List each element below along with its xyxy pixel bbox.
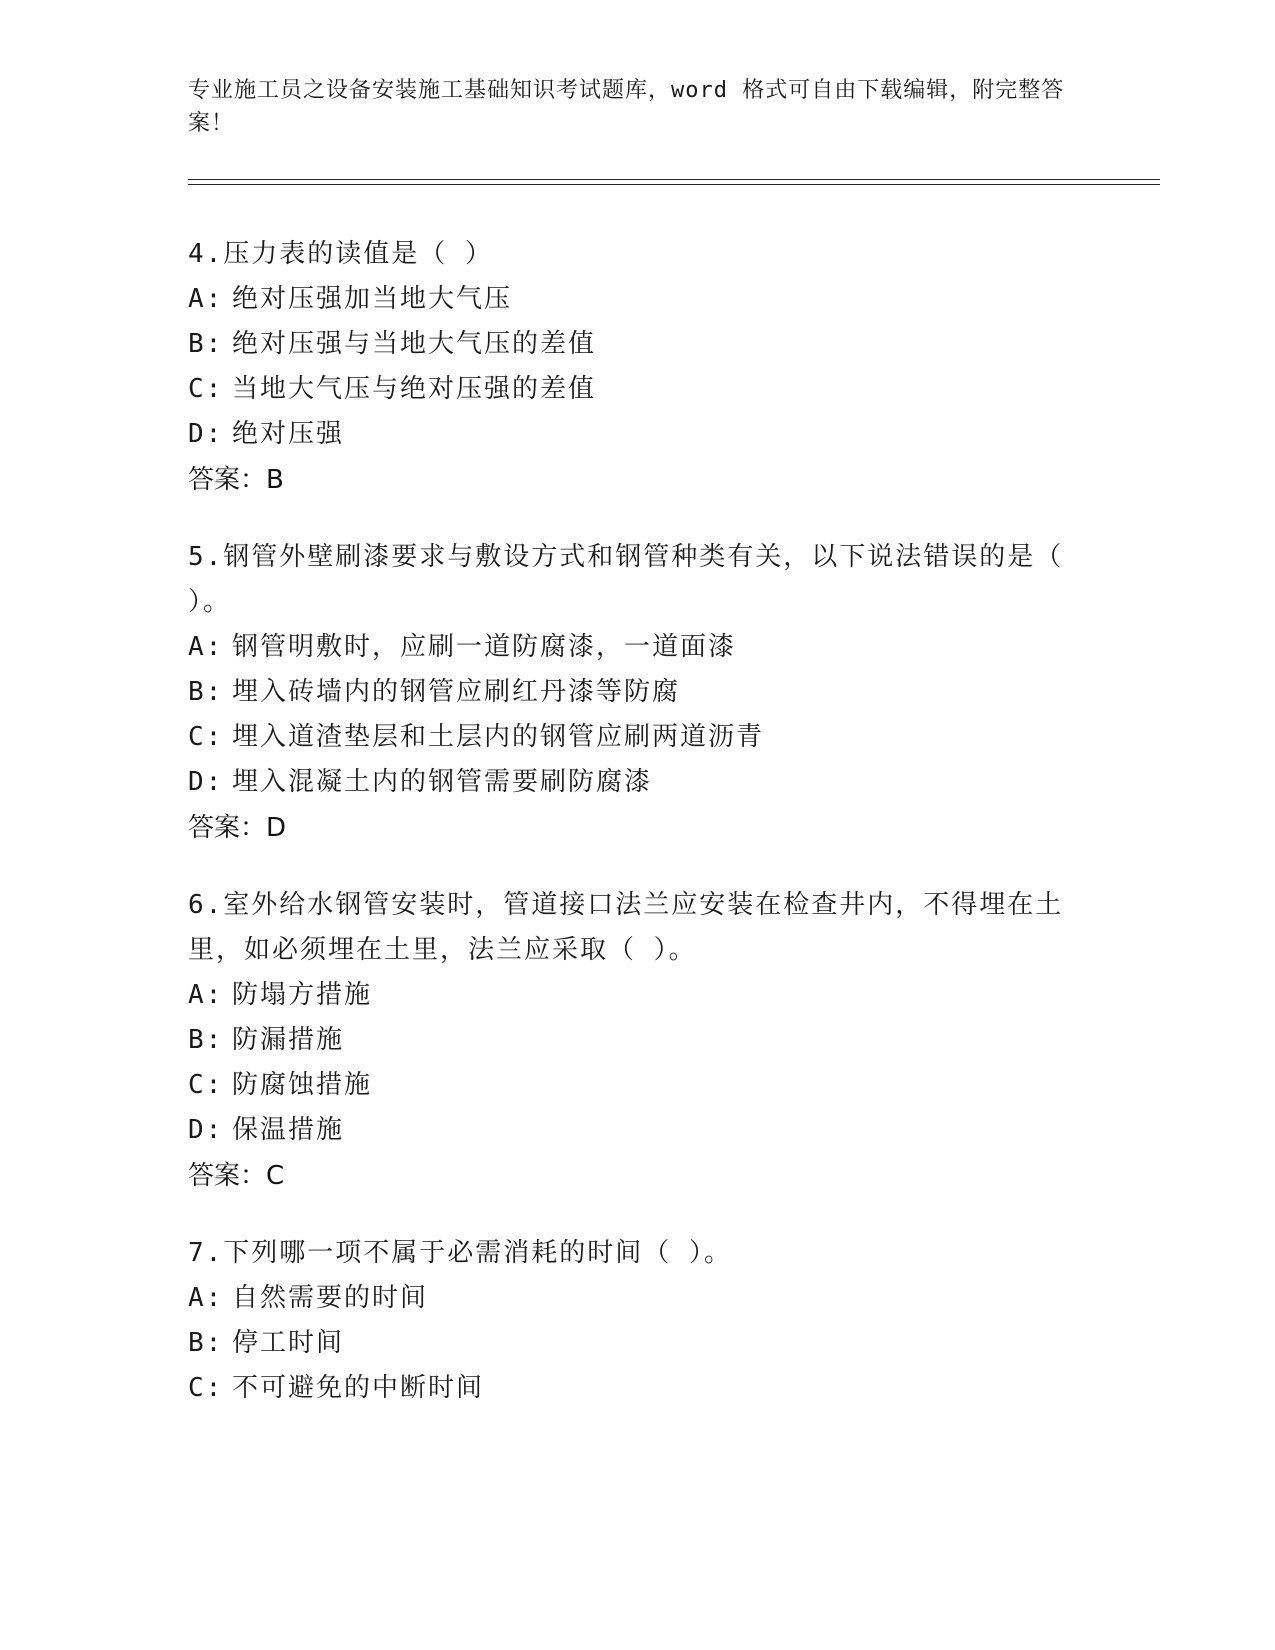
- option-key: C:: [188, 1373, 224, 1403]
- option-text: 埋入砖墙内的钢管应刷红丹漆等防腐: [232, 677, 681, 707]
- option-key: D:: [188, 1115, 224, 1145]
- option-text: 埋入道渣垫层和土层内的钢管应刷两道沥青: [232, 722, 765, 752]
- option-key: B:: [188, 677, 224, 707]
- answer-option: [188, 973, 1088, 1018]
- option-text: 钢管明敷时，应刷一道防腐漆，一道面漆: [232, 632, 737, 662]
- option-text: 防腐蚀措施: [232, 1070, 373, 1100]
- answer-option: [188, 715, 1088, 760]
- option-text: 自然需要的时间: [232, 1283, 429, 1313]
- option-key: D:: [188, 419, 224, 449]
- answer-line: 答案：D: [188, 813, 287, 843]
- option-text: 绝对压强: [232, 419, 345, 449]
- question-block: [188, 883, 1088, 1199]
- option-key: A:: [188, 284, 224, 314]
- answer-option: [188, 1063, 1088, 1108]
- answer-option: [188, 367, 1088, 412]
- option-key: B:: [188, 1328, 224, 1358]
- answer-option: [188, 760, 1088, 805]
- option-text: 绝对压强与当地大气压的差值: [232, 329, 597, 359]
- question-block: [188, 535, 1088, 851]
- question-stem: 4.压力表的读值是（ ）: [188, 239, 493, 269]
- option-text: 绝对压强加当地大气压: [232, 284, 513, 314]
- question-list: [188, 232, 1088, 1443]
- option-key: C:: [188, 1070, 224, 1100]
- option-text: 防漏措施: [232, 1025, 345, 1055]
- question-stem: 5.钢管外壁刷漆要求与敷设方式和钢管种类有关，以下说法错误的是（ ）。: [188, 542, 1064, 617]
- option-key: B:: [188, 329, 224, 359]
- option-key: A:: [188, 1283, 224, 1313]
- question-block: [188, 232, 1088, 503]
- answer-option: [188, 1018, 1088, 1063]
- answer-option: [188, 277, 1088, 322]
- option-key: B:: [188, 1025, 224, 1055]
- answer-line: 答案：B: [188, 465, 284, 495]
- question-stem: 7.下列哪一项不属于必需消耗的时间（ ）。: [188, 1238, 732, 1268]
- question-stem: 6.室外给水钢管安装时，管道接口法兰应安装在检查井内，不得埋在土里，如必须埋在土里，法兰应采取（ ）。: [188, 890, 1064, 965]
- option-key: A:: [188, 632, 224, 662]
- option-text: 防塌方措施: [232, 980, 373, 1010]
- header-rule-top: [188, 179, 1160, 180]
- answer-line: 答案：C: [188, 1161, 285, 1191]
- answer-option: [188, 1366, 1088, 1411]
- option-key: A:: [188, 980, 224, 1010]
- question-block: [188, 1231, 1088, 1411]
- option-key: C:: [188, 722, 224, 752]
- option-text: 不可避免的中断时间: [232, 1373, 485, 1403]
- document-header: 专业施工员之设备安装施工基础知识考试题库，word 格式可自由下载编辑，附完整答案！: [188, 78, 1065, 136]
- answer-option: [188, 670, 1088, 715]
- option-text: 埋入混凝土内的钢管需要刷防腐漆: [232, 767, 653, 797]
- option-text: 停工时间: [232, 1328, 345, 1358]
- option-text: 当地大气压与绝对压强的差值: [232, 374, 597, 404]
- answer-option: [188, 625, 1088, 670]
- answer-option: [188, 1276, 1088, 1321]
- option-key: D:: [188, 767, 224, 797]
- answer-option: [188, 1108, 1088, 1153]
- answer-option: [188, 412, 1088, 457]
- option-key: C:: [188, 374, 224, 404]
- header-rule-bottom: [188, 184, 1160, 185]
- answer-option: [188, 322, 1088, 367]
- answer-option: [188, 1321, 1088, 1366]
- option-text: 保温措施: [232, 1115, 345, 1145]
